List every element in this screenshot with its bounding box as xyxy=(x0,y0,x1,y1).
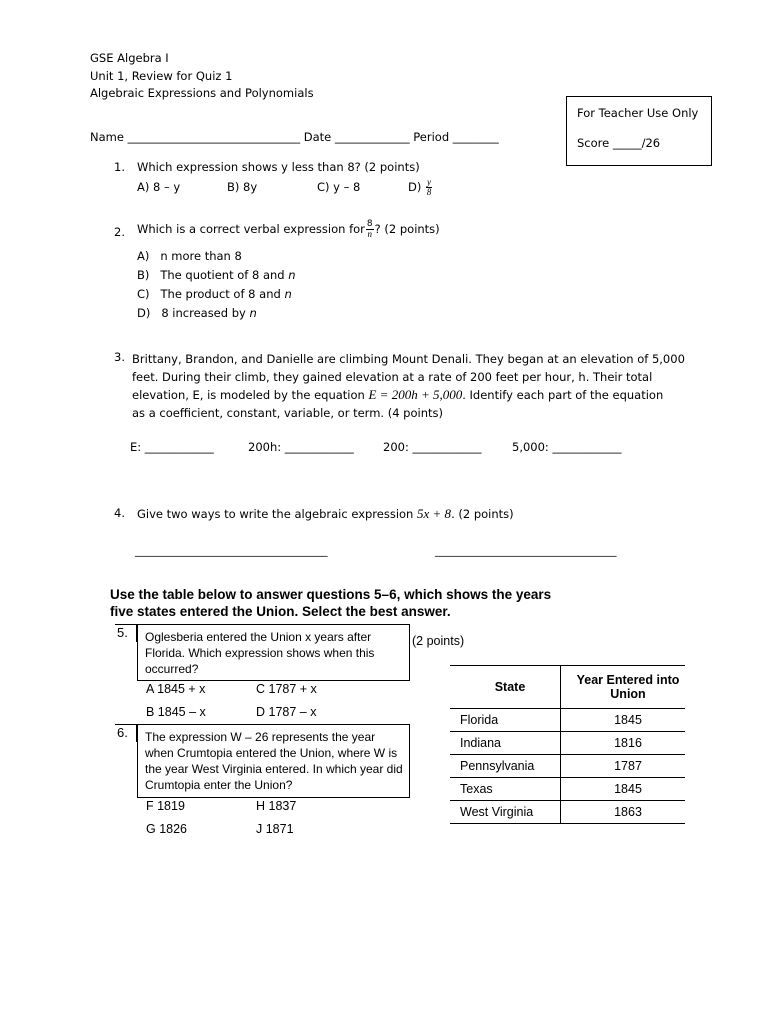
q3-blank-5000[interactable]: 5,000: ____________ xyxy=(512,440,622,454)
q3-line-3-post: . Identify each part of the equation xyxy=(462,388,664,402)
q3-number: 3. xyxy=(114,350,125,364)
q4-text-pre: Give two ways to write the algebraic expression xyxy=(137,507,418,521)
q5-option-a[interactable]: A 1845 + x xyxy=(146,682,206,696)
q2-c-var: n xyxy=(284,287,292,301)
q4-expression: 5x + 8 xyxy=(417,506,452,521)
q2-options xyxy=(137,247,296,323)
q6-option-f[interactable]: F 1819 xyxy=(146,799,185,813)
q2-c-text: The product of 8 and xyxy=(160,287,285,301)
teacher-box-title: For Teacher Use Only xyxy=(577,106,699,120)
q4-answer-blank-1[interactable]: ___________________________________ xyxy=(135,544,328,557)
q2-option-b[interactable] xyxy=(137,266,296,285)
year-cell: 1845 xyxy=(561,778,686,801)
q4-number: 4. xyxy=(114,506,125,520)
table-row xyxy=(450,709,685,732)
q3-line-4: as a coefficient, constant, variable, or term. (4 points) xyxy=(132,406,443,420)
q1-option-d-label: D) xyxy=(408,180,422,194)
year-cell: 1787 xyxy=(561,755,686,778)
q2-text-after: ? (2 points) xyxy=(374,222,440,236)
q2-text xyxy=(137,220,440,239)
q2-denominator: n xyxy=(367,229,373,239)
q2-b-text: The quotient of 8 and xyxy=(160,268,289,282)
q2-fraction xyxy=(366,220,374,239)
q2-numerator: 8 xyxy=(366,219,373,229)
year-cell: 1863 xyxy=(561,801,686,824)
q6-text: The expression W – 26 represents the year when Crumtopia entered the Union, where W is the year West Virginia entered. In which year did Crumtopia enter the Union? xyxy=(145,730,403,792)
q2-number: 2. xyxy=(114,225,125,239)
q1-d-numerator: y xyxy=(427,177,431,187)
table-intro-line-2: five states entered the Union. Select the best answer. xyxy=(110,604,451,619)
q5-question-box xyxy=(137,624,410,681)
header-year-entered: Year Entered into Union xyxy=(561,666,686,709)
q1-option-a[interactable]: A) 8 – y xyxy=(137,180,181,194)
q2-c-label: C) xyxy=(137,287,150,301)
q1-option-d-fraction xyxy=(426,178,432,197)
q3-text xyxy=(132,350,685,422)
state-cell: Pennsylvania xyxy=(450,755,561,778)
states-table xyxy=(450,665,685,824)
q2-d-label: D) xyxy=(137,306,151,320)
q2-option-c[interactable] xyxy=(137,285,296,304)
q1-option-b[interactable]: B) 8y xyxy=(227,180,258,194)
score-field: Score _____/26 xyxy=(577,136,661,150)
q4-text-post: . (2 points) xyxy=(451,507,514,521)
q5-option-c[interactable]: C 1787 + x xyxy=(256,682,317,696)
q5-option-d[interactable]: D 1787 – x xyxy=(256,705,317,719)
topic-title: Algebraic Expressions and Polynomials xyxy=(90,86,314,100)
table-header-row xyxy=(450,666,685,709)
q1-option-d[interactable] xyxy=(408,178,433,197)
q3-line-3 xyxy=(132,386,685,404)
table-row xyxy=(450,732,685,755)
year-cell: 1845 xyxy=(561,709,686,732)
q3-line-1: Brittany, Brandon, and Danielle are climbing Mount Denali. They began at an elevation of 5,000 xyxy=(132,352,685,366)
q5-points: (2 points) xyxy=(412,634,465,648)
teacher-use-box xyxy=(566,96,712,166)
q2-b-label: B) xyxy=(137,268,150,282)
q2-text-before: Which is a correct verbal expression for xyxy=(137,222,365,236)
q1-d-denominator: 8 xyxy=(426,187,432,197)
q3-blank-e[interactable]: E: ____________ xyxy=(130,440,214,454)
q2-a-label: A) xyxy=(137,249,150,263)
q5-text: Oglesberia entered the Union x years after Florida. Which expression shows when this occurred? xyxy=(145,630,375,676)
course-title: GSE Algebra I xyxy=(90,51,169,65)
table-row xyxy=(450,778,685,801)
q6-number: 6. xyxy=(115,724,137,742)
table-row xyxy=(450,801,685,824)
q2-b-var: n xyxy=(288,268,296,282)
state-cell: Florida xyxy=(450,709,561,732)
q3-blank-200[interactable]: 200: ____________ xyxy=(383,440,482,454)
q2-option-a[interactable] xyxy=(137,247,296,266)
q1-number: 1. xyxy=(114,160,125,174)
q2-d-text: 8 increased by xyxy=(161,306,250,320)
q6-option-j[interactable]: J 1871 xyxy=(256,822,294,836)
q5-option-b[interactable]: B 1845 – x xyxy=(146,705,206,719)
state-cell: Indiana xyxy=(450,732,561,755)
unit-title: Unit 1, Review for Quiz 1 xyxy=(90,69,233,83)
state-cell: Texas xyxy=(450,778,561,801)
q1-text: Which expression shows y less than 8? (2 points) xyxy=(137,160,420,174)
q3-equation: E = 200h + 5,000 xyxy=(368,387,463,402)
q6-option-h[interactable]: H 1837 xyxy=(256,799,297,813)
q2-option-d[interactable] xyxy=(137,304,296,323)
q5-number: 5. xyxy=(115,624,137,642)
q4-answer-blank-2[interactable]: _________________________________ xyxy=(435,544,617,557)
q2-a-text: n more than 8 xyxy=(160,249,242,263)
q4-text xyxy=(137,506,514,522)
q2-d-var: n xyxy=(249,306,257,320)
q3-blank-200h[interactable]: 200h: ____________ xyxy=(248,440,354,454)
q6-option-g[interactable]: G 1826 xyxy=(146,822,188,836)
table-intro-line-1: Use the table below to answer questions 5–6, which shows the years xyxy=(110,587,552,602)
q3-line-2: feet. During their climb, they gained elevation at a rate of 200 feet per hour, h. Their total xyxy=(132,370,653,384)
q6-question-box xyxy=(137,724,410,798)
q1-option-c[interactable]: C) y – 8 xyxy=(317,180,361,194)
state-cell: West Virginia xyxy=(450,801,561,824)
header-state: State xyxy=(450,666,561,709)
year-cell: 1816 xyxy=(561,732,686,755)
q3-line-3-pre: elevation, E, is modeled by the equation xyxy=(132,388,369,402)
name-date-period-line[interactable]: Name ______________________________ Date _____________ Period ________ xyxy=(90,130,499,144)
table-row xyxy=(450,755,685,778)
